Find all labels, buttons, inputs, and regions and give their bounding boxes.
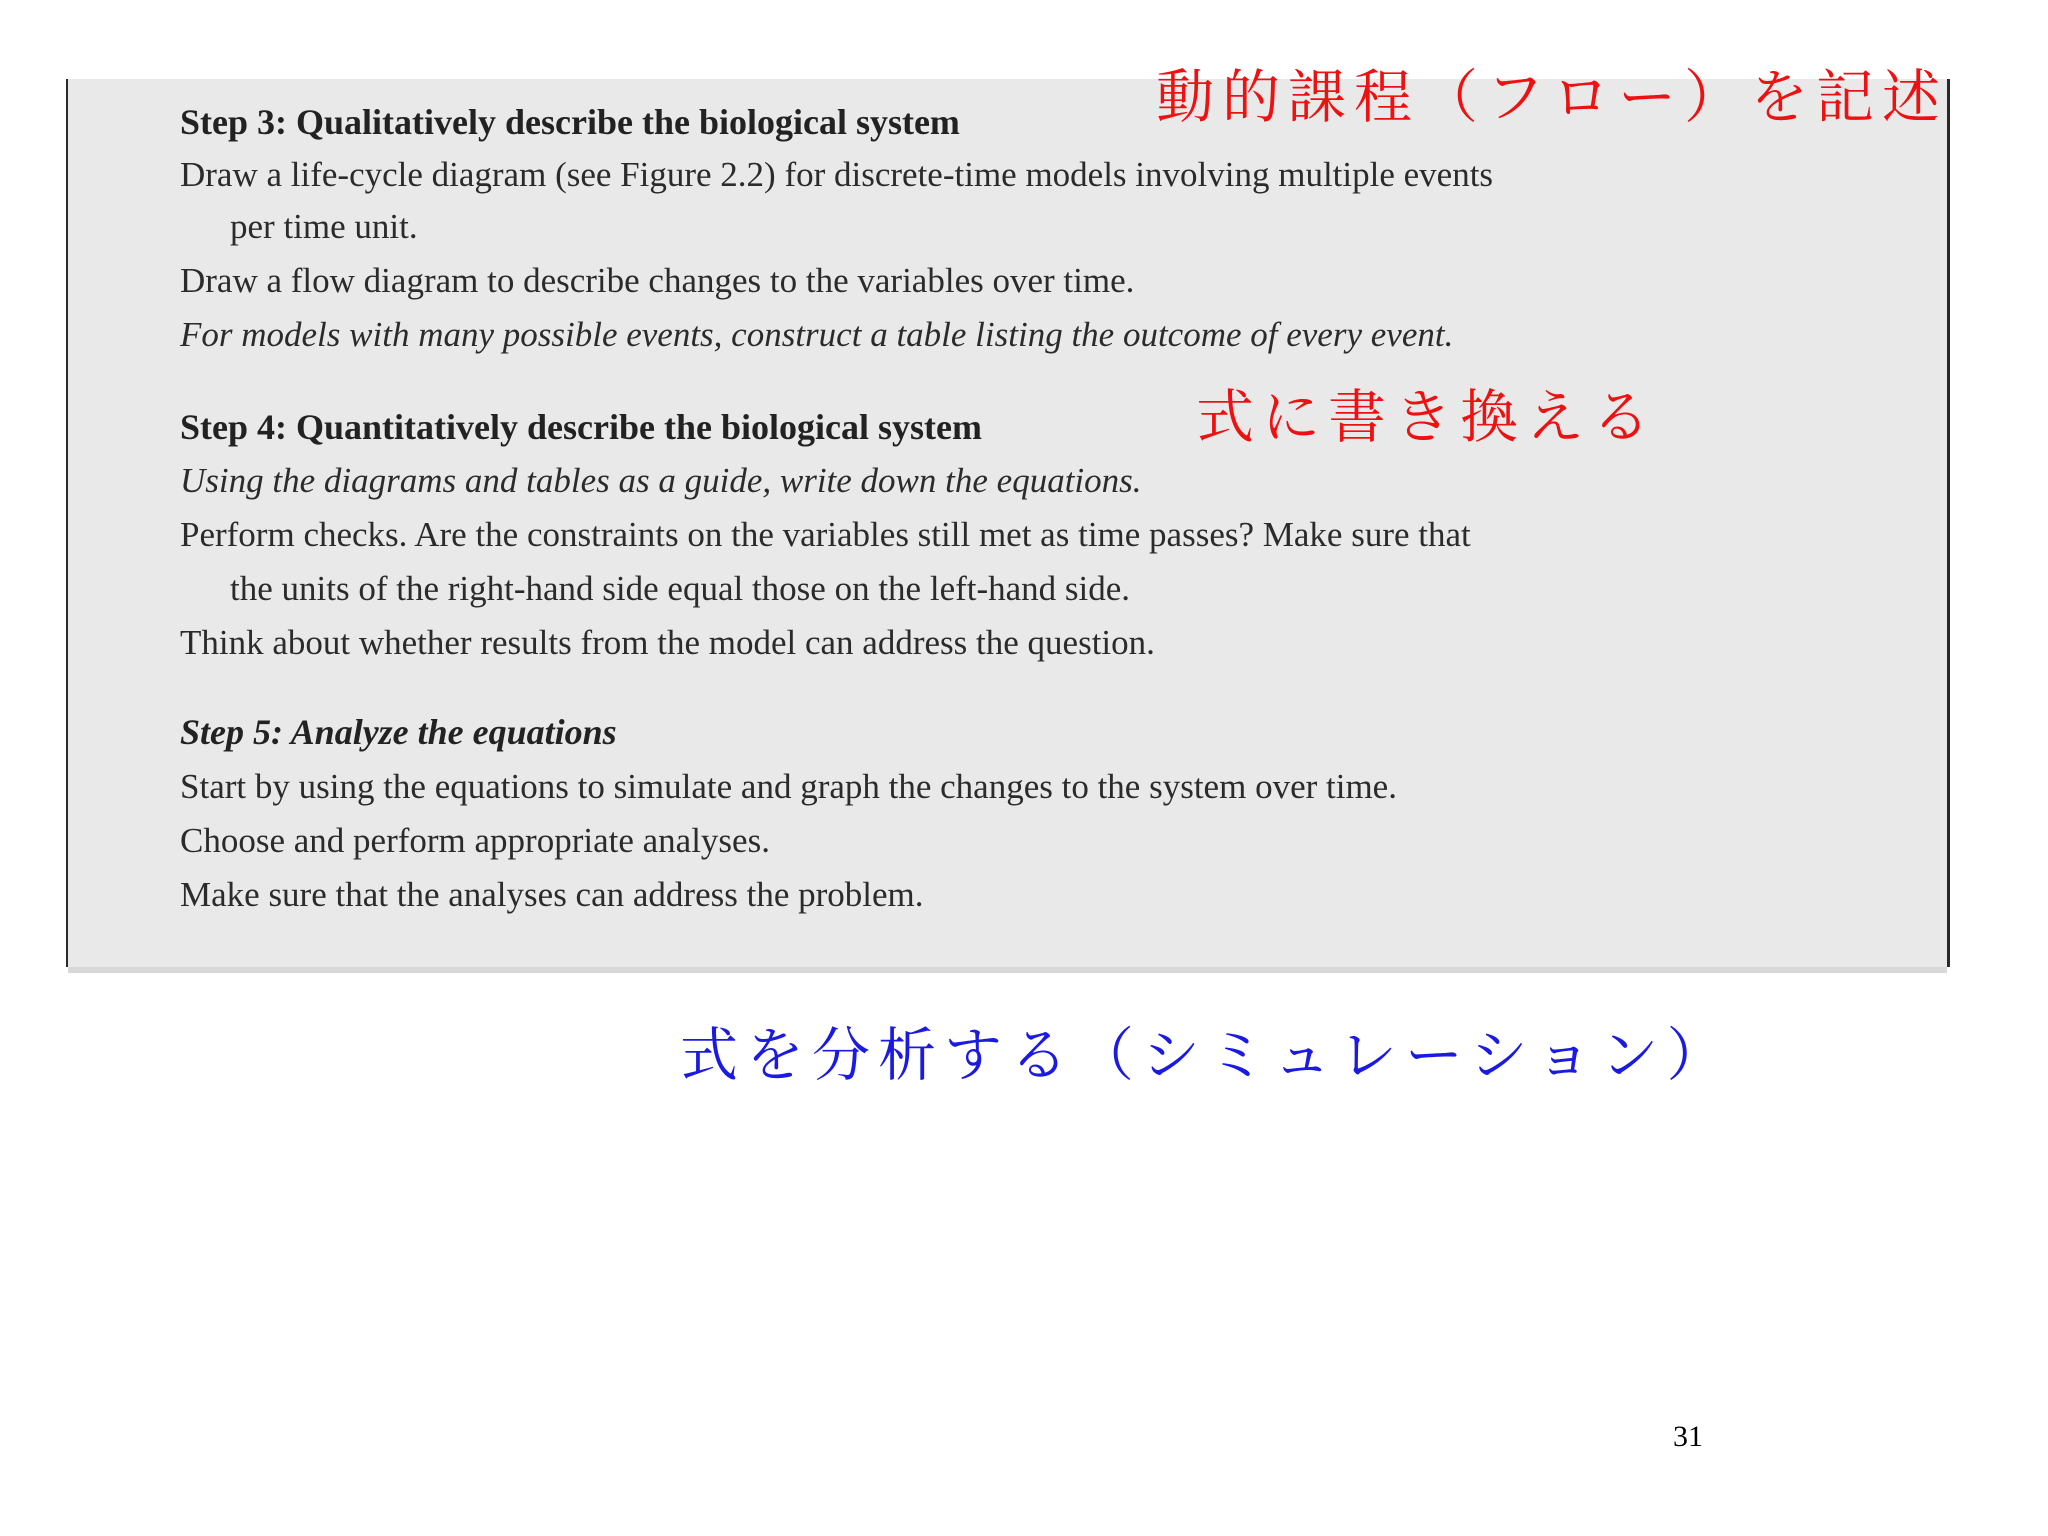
step5-line-1: Start by using the equations to simulate and graph the changes to the system over time. (180, 767, 1397, 806)
equations-annotation: 式に書き換える (1196, 383, 1659, 451)
step4-line-1: Using the diagrams and tables as a guide, write down the equations. (180, 461, 1142, 500)
step5-heading: Step 5: Analyze the equations (180, 712, 617, 752)
flow-annotation: 動的課程（フロー）を記述 (1156, 63, 1949, 131)
analysis-annotation: 式を分析する（シミュレーション） (680, 1021, 1733, 1089)
scanned-book-excerpt (66, 79, 1950, 967)
step4-line-3: the units of the right-hand side equal those on the left-hand side. (230, 569, 1131, 608)
step4-line-2: Perform checks. Are the constraints on the variables still met as time passes? Make sure that (180, 515, 1471, 554)
step5-line-3: Make sure that the analyses can address the problem. (180, 875, 924, 914)
step3-line-1: Draw a life-cycle diagram (see Figure 2.2) for discrete-time models involving multiple events (180, 155, 1494, 194)
step4-heading: Step 4: Quantitatively describe the biological system (180, 407, 982, 447)
step3-line-3: Draw a flow diagram to describe changes to the variables over time. (180, 261, 1135, 300)
page-number: 31 (1673, 1420, 1703, 1453)
step4-line-4: Think about whether results from the model can address the question. (180, 623, 1155, 662)
step3-heading: Step 3: Qualitatively describe the biological system (180, 102, 960, 142)
step3-line-2: per time unit. (230, 207, 418, 246)
scan-edge (68, 967, 1947, 973)
step5-line-2: Choose and perform appropriate analyses. (180, 821, 770, 860)
step3-line-4: For models with many possible events, construct a table listing the outcome of every event. (180, 315, 1454, 354)
